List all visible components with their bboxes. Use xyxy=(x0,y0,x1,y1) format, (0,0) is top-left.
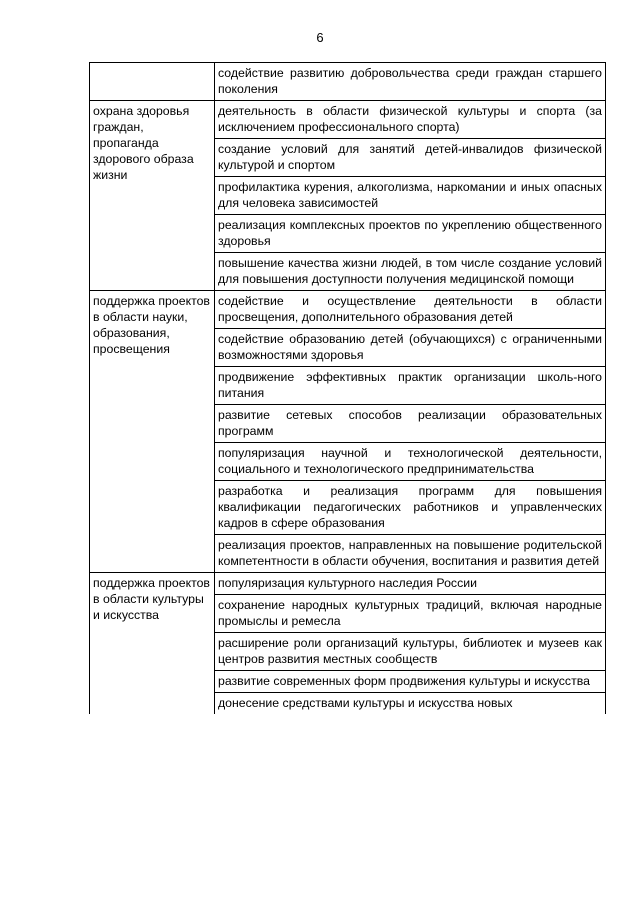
area-cell: поддержка проектов в области науки, образования, просвещения xyxy=(90,291,215,573)
activity-cell: расширение роли организаций культуры, библиотек и музеев как центров развития местных сообществ xyxy=(215,633,606,671)
activity-cell: разработка и реализация программ для повышения квалификации педагогических работников и управленческих кадров в сфере образования xyxy=(215,481,606,535)
activity-cell: сохранение народных культурных традиций, включая народные промыслы и ремесла xyxy=(215,595,606,633)
page-number: 6 xyxy=(316,30,324,45)
area-cell xyxy=(90,63,215,101)
activity-cell: популяризация культурного наследия России xyxy=(215,573,606,595)
grant-directions-table xyxy=(89,62,606,714)
activity-cell: содействие развитию добровольчества среди граждан старшего поколения xyxy=(215,63,606,101)
activity-cell: продвижение эффективных практик организации школь-ного питания xyxy=(215,367,606,405)
area-cell: поддержка проектов в области культуры и искусства xyxy=(90,573,215,715)
table-row xyxy=(90,63,606,101)
activity-cell: профилактика курения, алкоголизма, наркомании и иных опасных для человека зависимостей xyxy=(215,177,606,215)
activity-cell: деятельность в области физической культуры и спорта (за исключением профессионального спорта) xyxy=(215,101,606,139)
activity-cell: донесение средствами культуры и искусства новых xyxy=(215,693,606,715)
area-cell: охрана здоровья граждан, пропаганда здорового образа жизни xyxy=(90,101,215,291)
activity-cell: развитие современных форм продвижения культуры и искусства xyxy=(215,671,606,693)
table-row xyxy=(90,101,606,139)
table-row xyxy=(90,291,606,329)
activity-cell: развитие сетевых способов реализации образовательных программ xyxy=(215,405,606,443)
activity-cell: содействие и осуществление деятельности в области просвещения, дополнительного образования детей xyxy=(215,291,606,329)
activity-cell: повышение качества жизни людей, в том числе создание условий для повышения доступности получения медицинской помощи xyxy=(215,253,606,291)
table-row xyxy=(90,573,606,595)
table-body xyxy=(90,63,606,715)
activity-cell: реализация проектов, направленных на повышение родительской компетентности в области обучения, воспитания и развития детей xyxy=(215,535,606,573)
activity-cell: создание условий для занятий детей-инвалидов физической культурой и спортом xyxy=(215,139,606,177)
activity-cell: реализация комплексных проектов по укреплению общественного здоровья xyxy=(215,215,606,253)
activity-cell: популяризация научной и технологической деятельности, социального и технологического предпринимательства xyxy=(215,443,606,481)
activity-cell: содействие образованию детей (обучающихся) с ограниченными возможностями здоровья xyxy=(215,329,606,367)
